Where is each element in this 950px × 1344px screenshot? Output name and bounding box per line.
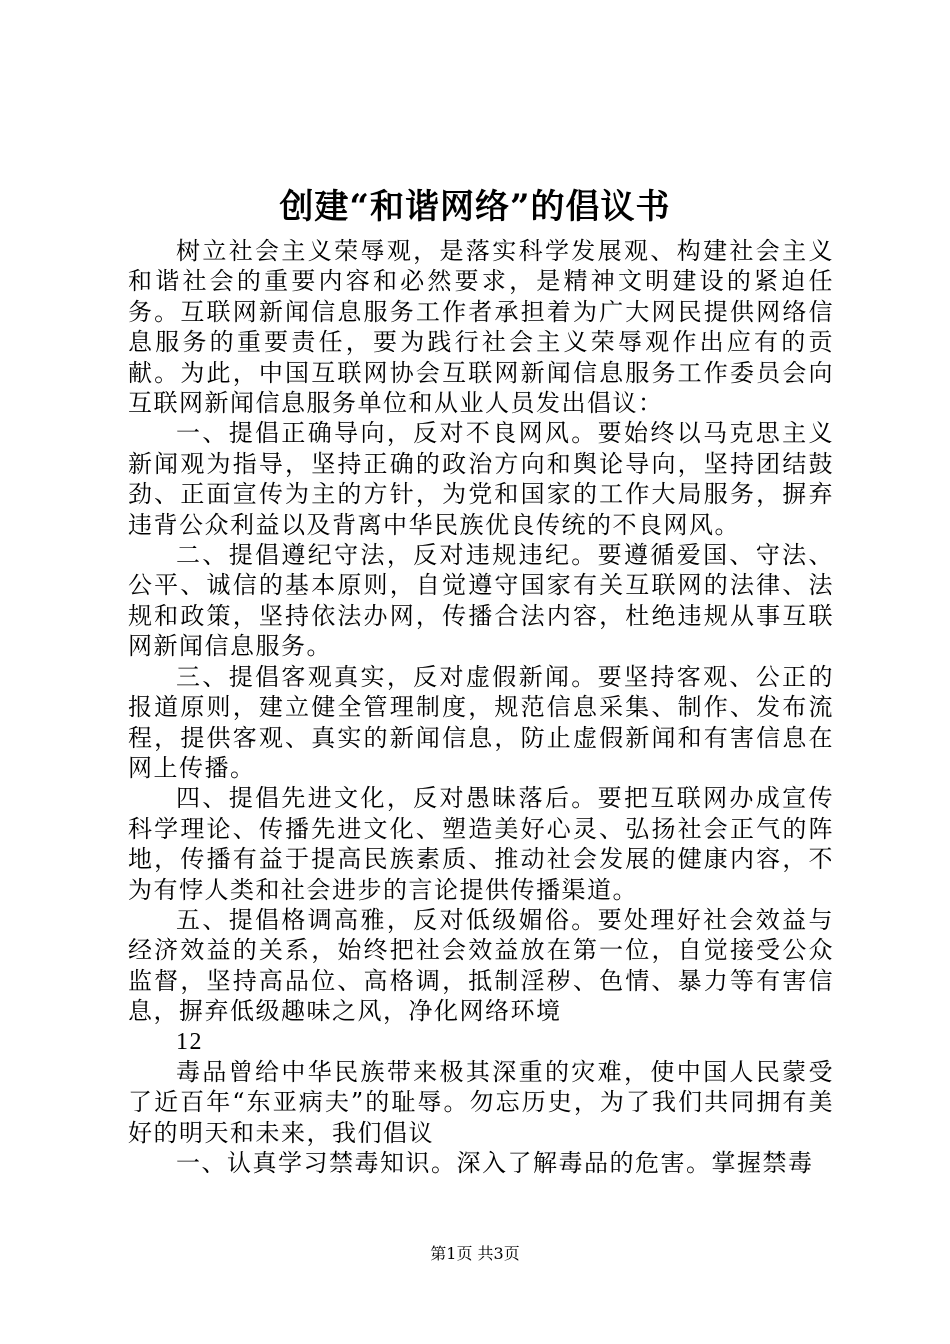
paragraph-item-1: 一、提倡正确导向，反对不良网风。要始终以马克思主义新闻观为指导，坚持正确的政治方向和舆论导向，坚持团结鼓劲、正面宣传为主的方针，为党和国家的工作大局服务，摒弃违背公众利益以及背离中华民族优良传统的不良网风。 [128, 419, 834, 539]
page-footer: 第1页 共3页 [430, 1244, 520, 1263]
paragraph-drug-intro: 毒品曾给中华民族带来极其深重的灾难，使中国人民蒙受了近百年“东亚病夫”的耻辱。勿忘历史，为了我们共同拥有美好的明天和未来，我们倡议 [128, 1057, 834, 1147]
paragraph-item-5: 五、提倡格调高雅，反对低级媚俗。要处理好社会效益与经济效益的关系，始终把社会效益放在第一位，自觉接受公众监督，坚持高品位、高格调，抵制淫秽、色情、暴力等有害信息，摒弃低级趣味之风，净化网络环境 [128, 905, 834, 1026]
document-title: 创建“和谐网络”的倡议书 [279, 187, 671, 227]
paragraph-drug-item-1: 一、认真学习禁毒知识。深入了解毒品的危害。掌握禁毒 [176, 1149, 814, 1178]
paragraph-item-2: 二、提倡遵纪守法，反对违规违纪。要遵循爱国、守法、公平、诚信的基本原则，自觉遵守国家有关互联网的法律、法规和政策，坚持依法办网，传播合法内容，杜绝违规从事互联网新闻信息服务。 [128, 541, 834, 661]
document-body [128, 236, 834, 1179]
paragraph-intro: 树立社会主义荣辱观，是落实科学发展观、构建社会主义和谐社会的重要内容和必然要求，是精神文明建设的紧迫任务。互联网新闻信息服务工作者承担着为广大网民提供网络信息服务的重要责任，要为践行社会主义荣辱观作出应有的贡献。为此，中国互联网协会互联网新闻信息服务工作委员会向互联网新闻信息服务单位和从业人员发出倡议： [128, 237, 834, 418]
paragraph-item-4: 四、提倡先进文化，反对愚昧落后。要把互联网办成宣传科学理论、传播先进文化、塑造美好心灵、弘扬社会正气的阵地，传播有益于提高民族素质、推动社会发展的健康内容，不为有悖人类和社会进步的言论提供传播渠道。 [128, 784, 834, 904]
paragraph-number: 12 [176, 1028, 203, 1055]
paragraph-item-3: 三、提倡客观真实，反对虚假新闻。要坚持客观、公正的报道原则，建立健全管理制度，规范信息采集、制作、发布流程，提供客观、真实的新闻信息，防止虚假新闻和有害信息在网上传播。 [128, 662, 834, 782]
